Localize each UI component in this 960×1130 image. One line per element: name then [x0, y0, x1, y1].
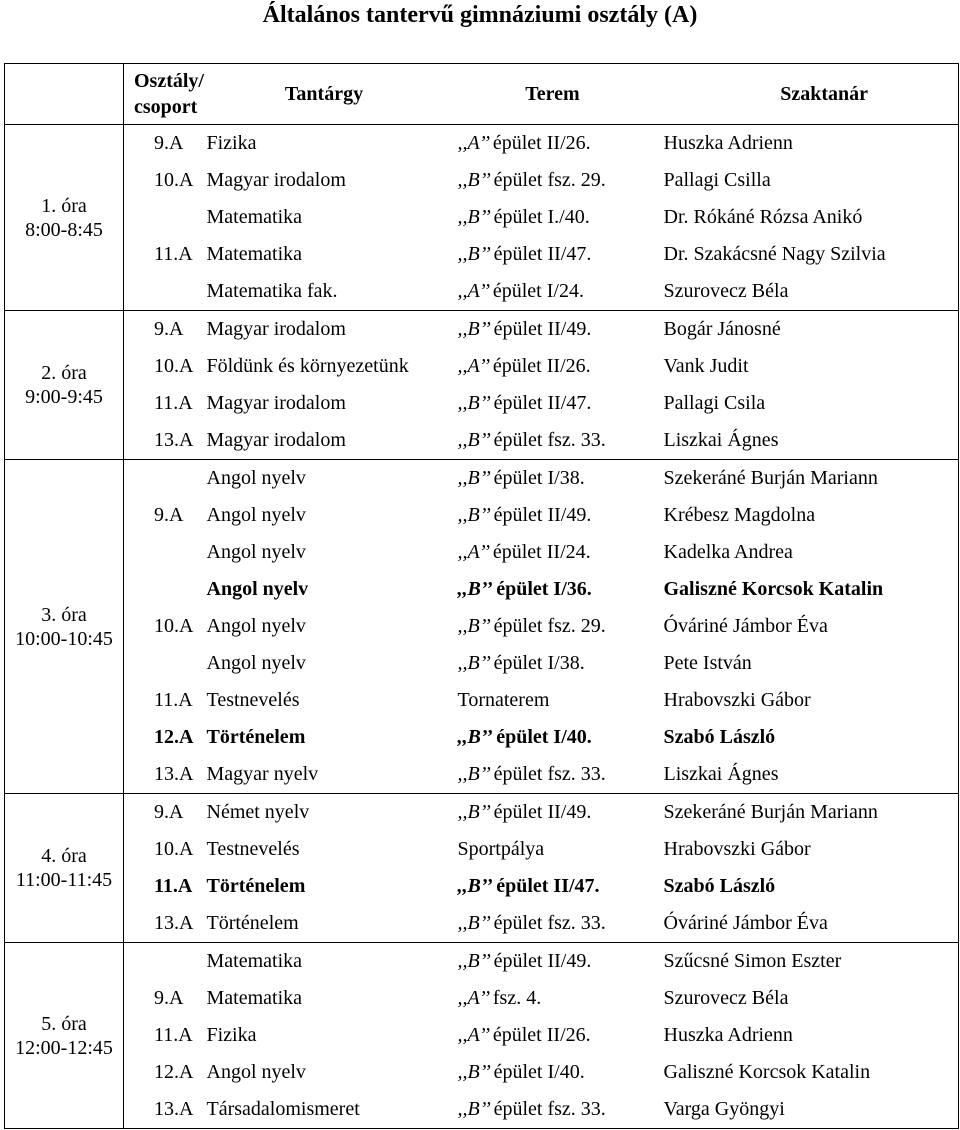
teacher-cell: Liszkai Ágnes [656, 756, 959, 794]
room-cell [450, 943, 656, 981]
subject-cell: Társadalomismeret [199, 1091, 450, 1129]
class-cell: 11.A [154, 243, 193, 265]
class-cell: 9.A [124, 311, 199, 349]
room-cell [450, 571, 656, 608]
room-cell [450, 273, 656, 311]
room-text: épület I/40. [493, 1061, 585, 1083]
class-cell: 13.A [124, 756, 199, 794]
room-text: épület I/24. [492, 280, 584, 302]
room-cell [450, 794, 656, 832]
building-letter: ,,B’’ [457, 429, 494, 451]
room-cell [450, 645, 656, 682]
building-letter: ,,B’’ [457, 243, 494, 265]
room-cell [450, 311, 656, 349]
room-cell [450, 868, 656, 905]
schedule-row [5, 571, 959, 608]
class-cell: 13.A [124, 905, 199, 943]
room-cell [450, 1091, 656, 1129]
teacher-cell: Dr. Szakácsné Nagy Szilvia [656, 236, 959, 273]
schedule-row [5, 385, 959, 422]
schedule-row [5, 1017, 959, 1054]
subject-cell: Földünk és környezetünk [206, 355, 409, 377]
subject-cell: Történelem [206, 726, 306, 748]
schedule-row [5, 980, 959, 1017]
room-cell [450, 1054, 656, 1091]
class-cell [124, 943, 199, 981]
class-cell: 9.A [154, 987, 184, 1009]
building-letter: ,,B’’ [457, 467, 494, 489]
teacher-cell: Szurovecz Béla [656, 980, 959, 1017]
room-text: Sportpálya [457, 838, 545, 860]
period-time: 12:00-12:45 [15, 1036, 113, 1059]
subject-cell: Magyar irodalom [199, 311, 450, 349]
header-subject: Tantárgy [199, 64, 450, 125]
class-cell: 11.A [154, 392, 193, 414]
schedule-row [5, 943, 959, 981]
class-cell [124, 571, 199, 608]
period-time: 8:00-8:45 [25, 218, 103, 241]
room-cell [450, 682, 656, 719]
teacher-cell: Pete István [656, 645, 959, 682]
period-cell [5, 311, 124, 460]
schedule-row [5, 162, 959, 199]
room-cell [450, 348, 656, 385]
teacher-cell: Vank Judit [656, 348, 959, 385]
schedule-row [5, 831, 959, 868]
class-cell: 11.A [154, 1024, 193, 1046]
class-cell: 12.A [154, 726, 194, 748]
room-text: épület II/47. [493, 392, 592, 414]
room-text: épület II/24. [492, 541, 591, 563]
class-cell: 13.A [124, 422, 199, 460]
schedule-row [5, 311, 959, 349]
teacher-cell: Szűcsné Simon Eszter [656, 943, 959, 981]
schedule-row [5, 682, 959, 719]
room-cell [450, 236, 656, 273]
class-cell: 9.A [124, 125, 199, 163]
room-cell [450, 980, 656, 1017]
schedule-row [5, 273, 959, 311]
class-cell: 11.A [154, 689, 193, 711]
subject-cell: Magyar irodalom [199, 422, 450, 460]
period-time: 10:00-10:45 [15, 627, 113, 650]
teacher-cell: Galiszné Korcsok Katalin [656, 571, 959, 608]
room-text: épület II/26. [492, 1024, 591, 1046]
room-text: épület fsz. 29. [493, 615, 606, 637]
subject-cell: Testnevelés [206, 689, 300, 711]
room-cell [450, 422, 656, 460]
building-letter: ,,A’’ [457, 987, 493, 1009]
class-cell [124, 199, 199, 236]
building-letter: ,,B’’ [457, 169, 494, 191]
room-text: épület II/49. [493, 950, 592, 972]
building-letter: ,,B’’ [457, 1098, 494, 1120]
header-row [5, 64, 959, 125]
building-letter: ,,B’’ [457, 875, 497, 897]
class-cell: 10.A [154, 615, 194, 637]
schedule-row [5, 905, 959, 943]
subject-cell: Fizika [206, 1024, 257, 1046]
teacher-cell: Szurovecz Béla [656, 273, 959, 311]
period-label: 1. óra [41, 194, 87, 217]
subject-cell: Angol nyelv [206, 1061, 306, 1083]
room-cell [450, 905, 656, 943]
subject-cell: Fizika [199, 125, 450, 163]
room-cell [450, 199, 656, 236]
class-cell: 10.A [154, 838, 194, 860]
schedule-row [5, 1091, 959, 1129]
schedule-row [5, 1054, 959, 1091]
schedule-row [5, 645, 959, 682]
class-cell: 9.A [124, 794, 199, 832]
schedule-row [5, 348, 959, 385]
period-label: 3. óra [41, 603, 87, 626]
subject-cell: Matematika fak. [199, 273, 450, 311]
period-cell [5, 943, 124, 1129]
header-class [124, 64, 204, 125]
room-cell [450, 1017, 656, 1054]
building-letter: ,,B’’ [457, 912, 494, 934]
subject-cell: Matematika [206, 206, 303, 228]
schedule-row [5, 422, 959, 460]
room-text: fsz. 4. [492, 987, 542, 1009]
teacher-cell: Bogár Jánosné [656, 311, 959, 349]
room-cell [450, 497, 656, 534]
teacher-cell: Pallagi Csilla [656, 162, 959, 199]
schedule-row [5, 608, 959, 645]
subject-cell: Német nyelv [199, 794, 450, 832]
teacher-cell: Pallagi Csila [656, 385, 959, 422]
room-text: épület II/47. [493, 243, 592, 265]
class-cell [124, 645, 199, 682]
schedule-row [5, 236, 959, 273]
room-text: épület II/47. [496, 875, 600, 897]
header-teacher: Szaktanár [656, 64, 959, 125]
teacher-cell: Huszka Adrienn [656, 125, 959, 163]
header-class-line2: csoport [134, 96, 198, 118]
building-letter: ,,A’’ [457, 1024, 493, 1046]
period-cell [5, 794, 124, 943]
building-letter: ,,B’’ [457, 504, 494, 526]
teacher-cell: Huszka Adrienn [656, 1017, 959, 1054]
room-cell [450, 608, 656, 645]
room-text: épület fsz. 33. [493, 429, 606, 451]
teacher-cell: Liszkai Ágnes [656, 422, 959, 460]
schedule-row [5, 719, 959, 756]
page-title: Általános tantervű gimnáziumi osztály (A) [262, 2, 698, 28]
room-cell [450, 831, 656, 868]
schedule-row [5, 534, 959, 571]
subject-cell: Matematika [206, 243, 303, 265]
schedule-row [5, 199, 959, 236]
subject-cell: Matematika [199, 943, 450, 981]
building-letter: ,,A’’ [457, 541, 493, 563]
class-cell: 13.A [124, 1091, 199, 1129]
teacher-cell: Szabó László [656, 719, 959, 756]
room-text: épület I./40. [493, 206, 590, 228]
schedule-body [5, 125, 959, 1129]
room-text: épület II/49. [493, 801, 592, 823]
teacher-cell: Hrabovszki Gábor [656, 831, 959, 868]
subject-cell: Magyar nyelv [199, 756, 450, 794]
building-letter: ,,B’’ [457, 726, 497, 748]
teacher-cell: Dr. Rókáné Rózsa Anikó [656, 199, 959, 236]
room-text: épület I/40. [496, 726, 592, 748]
teacher-cell: Szabó László [656, 868, 959, 905]
subject-cell: Magyar irodalom [206, 169, 346, 191]
room-text: épület II/26. [492, 355, 591, 377]
room-text: épület II/49. [493, 504, 592, 526]
building-letter: ,,B’’ [457, 318, 494, 340]
subject-cell: Magyar irodalom [206, 392, 346, 414]
room-text: Tornaterem [457, 689, 550, 711]
room-cell [450, 460, 656, 498]
room-cell [450, 719, 656, 756]
class-cell [124, 534, 199, 571]
subject-cell: Történelem [206, 875, 306, 897]
teacher-cell: Szekeráné Burján Mariann [656, 460, 959, 498]
period-time: 9:00-9:45 [25, 386, 103, 408]
room-text: épület I/38. [493, 467, 585, 489]
schedule-table [4, 63, 959, 1129]
building-letter: ,,B’’ [457, 578, 497, 600]
room-text: épület fsz. 33. [493, 763, 606, 785]
class-cell: 9.A [154, 504, 184, 526]
room-text: épület I/38. [493, 652, 585, 674]
subject-cell: Matematika [206, 987, 303, 1009]
building-letter: ,,B’’ [457, 652, 494, 674]
subject-cell: Angol nyelv [206, 615, 306, 637]
class-cell: 10.A [154, 169, 194, 191]
building-letter: ,,B’’ [457, 1061, 494, 1083]
room-cell [450, 756, 656, 794]
building-letter: ,,A’’ [457, 280, 493, 302]
building-letter: ,,B’’ [457, 615, 494, 637]
period-cell [5, 125, 124, 311]
teacher-cell: Hrabovszki Gábor [656, 682, 959, 719]
building-letter: ,,B’’ [457, 763, 494, 785]
schedule-row [5, 868, 959, 905]
building-letter: ,,B’’ [457, 950, 494, 972]
room-text: épület II/26. [492, 132, 591, 154]
period-label: 2. óra [41, 362, 87, 384]
period-label: 4. óra [41, 845, 87, 867]
header-time-cell [5, 64, 124, 125]
schedule-row [5, 794, 959, 832]
class-cell: 11.A [154, 875, 193, 897]
room-cell [450, 534, 656, 571]
room-cell [450, 385, 656, 422]
teacher-cell: Varga Gyöngyi [656, 1091, 959, 1129]
period-cell [5, 460, 124, 794]
subject-cell: Történelem [199, 905, 450, 943]
schedule-row [5, 756, 959, 794]
room-text: épület fsz. 33. [493, 912, 606, 934]
header-room: Terem [450, 64, 656, 125]
class-cell [124, 460, 199, 498]
subject-cell: Angol nyelv [206, 578, 309, 600]
teacher-cell: Óváriné Jámbor Éva [656, 608, 959, 645]
period-label: 5. óra [41, 1012, 87, 1035]
room-text: épület I/36. [496, 578, 592, 600]
class-cell: 10.A [154, 355, 194, 377]
subject-cell: Angol nyelv [199, 460, 450, 498]
room-cell [450, 162, 656, 199]
subject-cell: Angol nyelv [206, 541, 306, 563]
teacher-cell: Szekeráné Burján Mariann [656, 794, 959, 832]
building-letter: ,,B’’ [457, 392, 494, 414]
building-letter: ,,B’’ [457, 206, 494, 228]
schedule-row [5, 125, 959, 163]
room-text: épület fsz. 33. [493, 1098, 606, 1120]
subject-cell: Testnevelés [206, 838, 300, 860]
teacher-cell: Kadelka Andrea [656, 534, 959, 571]
schedule-row [5, 460, 959, 498]
room-cell [450, 125, 656, 163]
teacher-cell: Galiszné Korcsok Katalin [656, 1054, 959, 1091]
building-letter: ,,B’’ [457, 801, 494, 823]
header-class-line1: Osztály/ [134, 70, 204, 92]
class-cell [124, 273, 199, 311]
room-text: épület II/49. [493, 318, 592, 340]
building-letter: ,,A’’ [457, 132, 493, 154]
subject-cell: Angol nyelv [206, 504, 306, 526]
teacher-cell: Krébesz Magdolna [656, 497, 959, 534]
period-time: 11:00-11:45 [15, 869, 113, 891]
teacher-cell: Óváriné Jámbor Éva [656, 905, 959, 943]
building-letter: ,,A’’ [457, 355, 493, 377]
class-cell: 12.A [154, 1061, 194, 1083]
subject-cell: Angol nyelv [206, 652, 306, 674]
room-text: épület fsz. 29. [493, 169, 606, 191]
schedule-row [5, 497, 959, 534]
